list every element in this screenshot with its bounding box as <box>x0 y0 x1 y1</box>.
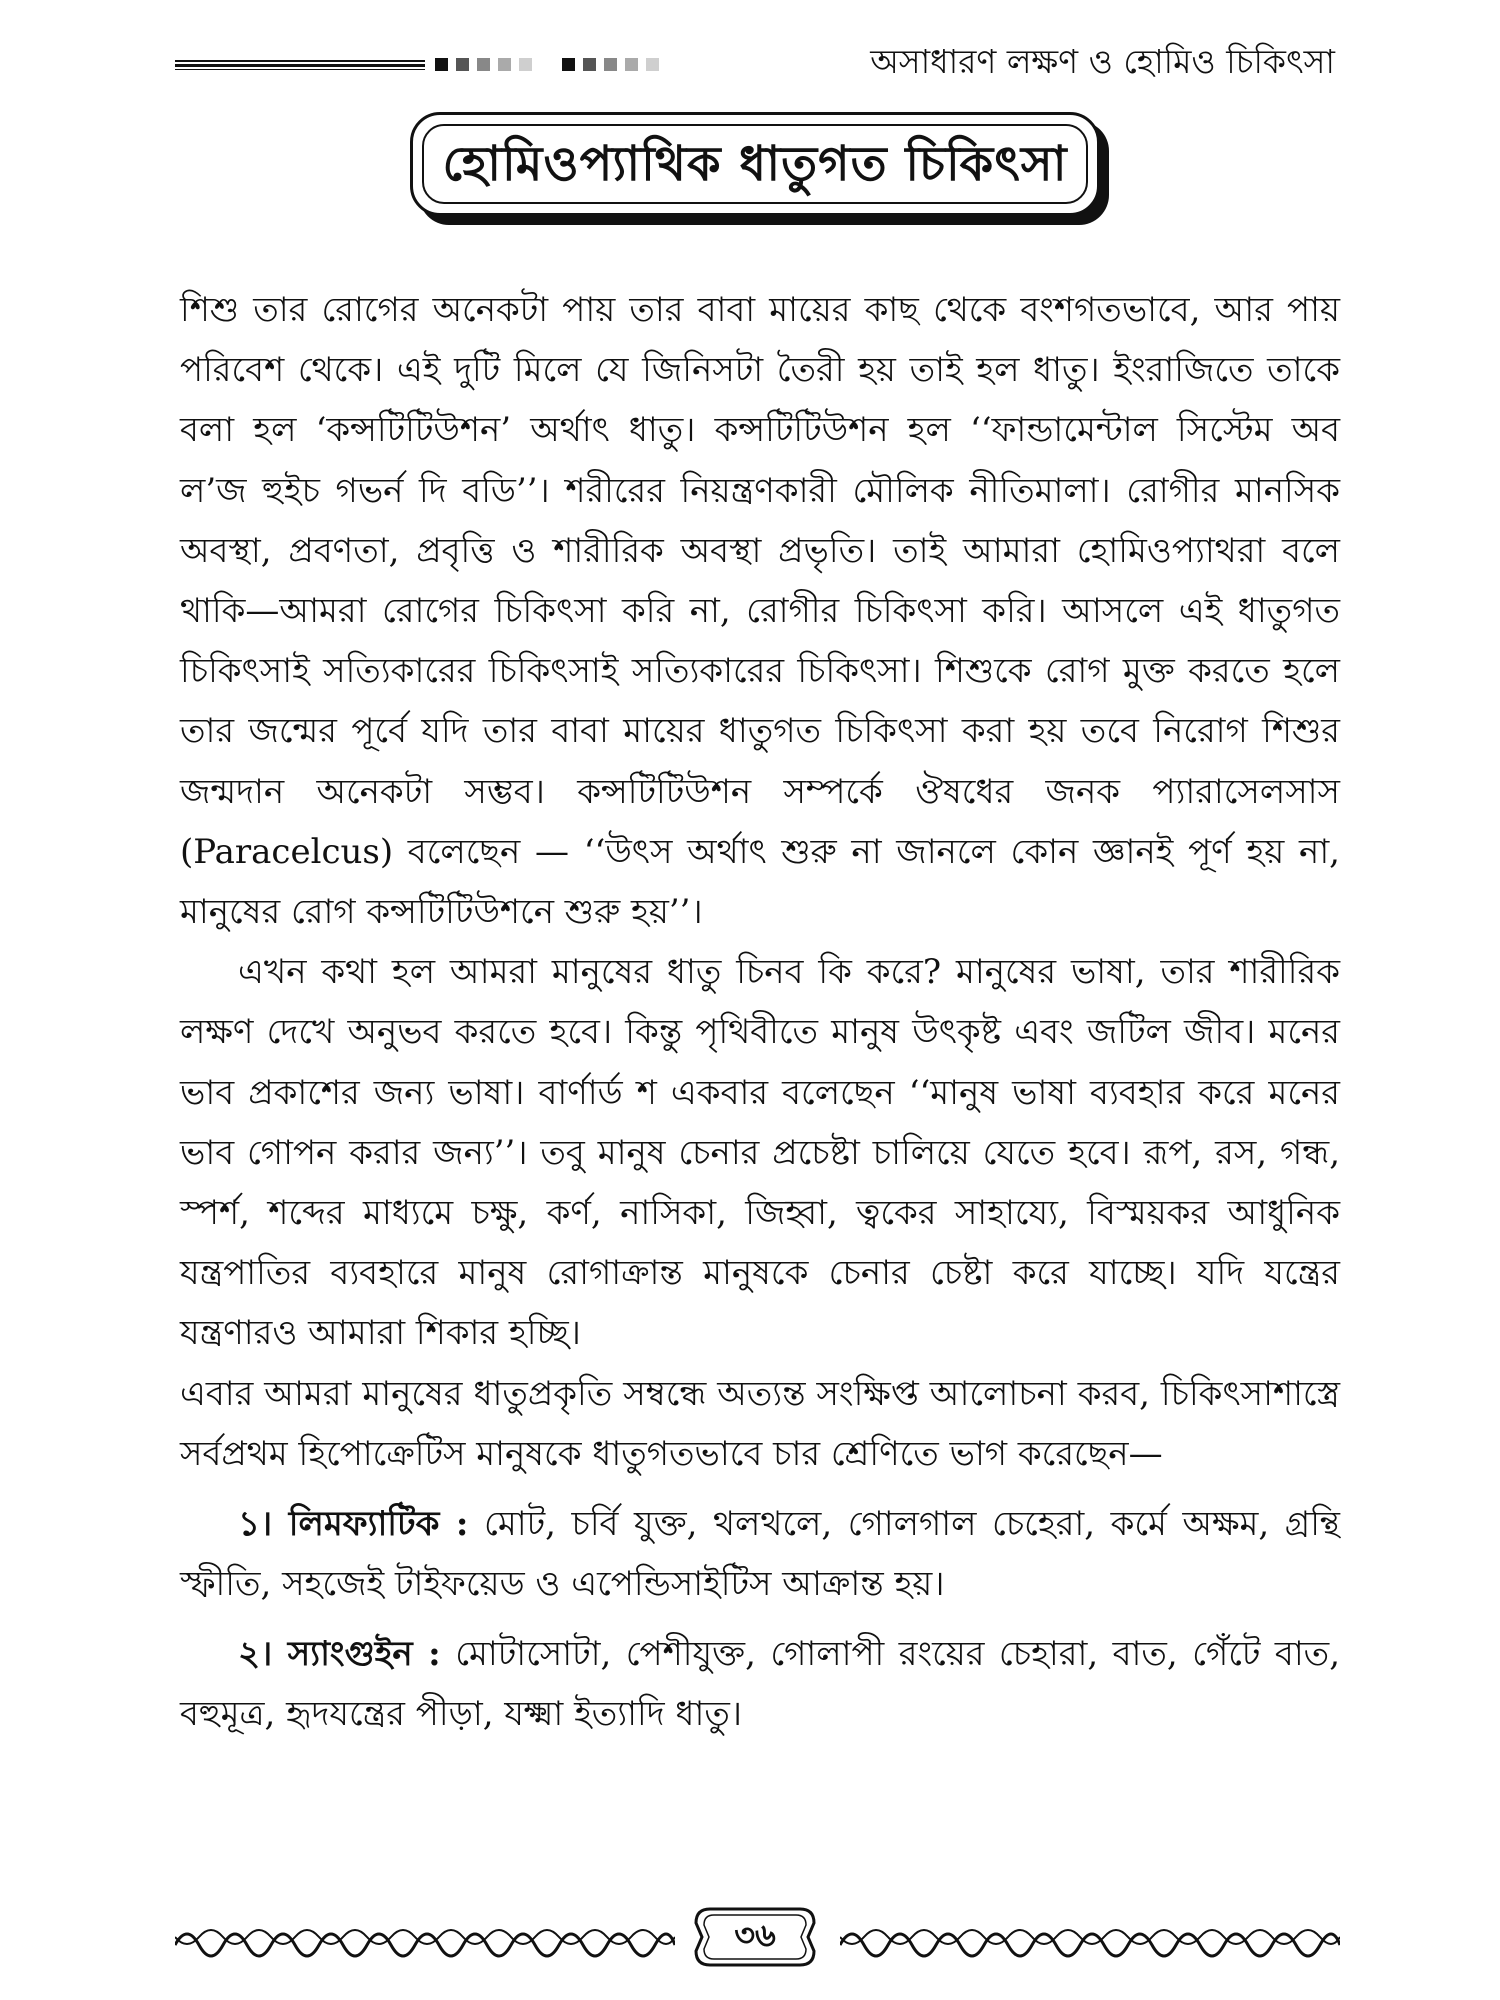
running-header <box>175 40 1335 84</box>
page-number-badge <box>690 1903 820 1971</box>
paragraph-2: এখন কথা হল আমরা মানুষের ধাতু চিনব কি করে? মানুষের ভাষা, তার শারীরিক লক্ষণ দেখে অনুভব করতে হবে। কিন্তু পৃথিবীতে মানুষ উৎকৃষ্ট এবং জটিল জীব। মনের ভাব প্রকাশের জন্য ভাষা। বার্ণার্ড শ একবার বলেছেন ‘‘মানুষ ভাষা ব্যবহার করে মনের ভাব গোপন করার জন্য’’। তবু মানুষ চেনার প্রচেষ্টা চালিয়ে যেতে হবে। রূপ, রস, গন্ধ, স্পর্শ, শব্দের মাধ্যমে চক্ষু, কর্ণ, নাসিকা, জিহ্বা, ত্বকের সাহায্যে, বিস্ময়কর আধুনিক যন্ত্রপাতির ব্যবহারে মানুষ রোগাক্রান্ত মানুষকে চেনার চেষ্টা করে যাচ্ছে। যদি যন্ত্রের যন্ত্রণারও আমারা শিকার হচ্ছি। <box>180 952 1340 1354</box>
list-item-label: ২। স্যাংগুইন : <box>238 1634 441 1675</box>
list-item-text: মোটাসোটা, পেশীযুক্ত, গোলাপী রংয়ের চেহারা, বাত, গেঁটে বাত, বহুমূত্র, হৃদযন্ত্রের পীড়া, যক্ষ্মা ইত্যাদি ধাতু। <box>180 1634 1340 1735</box>
list-item-text: মোট, চর্বি যুক্ত, থলথলে, গোলগাল চেহেরা, কর্মে অক্ষম, গ্রন্থি স্ফীতি, সহজেই টাইফয়েড ও এপেন্ডিসাইটিস আক্রান্ত হয়। <box>180 1504 1340 1605</box>
running-header-title: অসাধারণ লক্ষণ ও হোমিও চিকিৎসা <box>870 42 1335 81</box>
footer-left-ornament <box>175 1915 675 1959</box>
chapter-title: হোমিওপ্যাথিক ধাতুগত চিকিৎসা <box>442 136 1068 192</box>
list-item <box>180 1624 1340 1744</box>
page-number: ৩৬ <box>734 1916 776 1954</box>
paragraph-3: এবার আমরা মানুষের ধাতুপ্রকৃতি সম্বন্ধে অত্যন্ত সংক্ষিপ্ত আলোচনা করব, চিকিৎসাশাস্ত্রে সর্বপ্রথম হিপোক্রেটিস মানুষকে ধাতুগতভাবে চার শ্রেণিতে ভাগ করেছেন— <box>180 1373 1340 1474</box>
list-item-label: ১। লিমফ্যাটিক : <box>238 1504 469 1545</box>
footer-right-ornament <box>840 1915 1340 1959</box>
header-rule-ornament <box>175 60 425 70</box>
page-footer <box>175 1903 1335 1971</box>
header-square-ornament <box>435 56 659 72</box>
chapter-title-banner <box>410 112 1100 216</box>
list-item <box>180 1494 1340 1614</box>
body-text <box>180 280 1340 1744</box>
paragraph-1: শিশু তার রোগের অনেকটা পায় তার বাবা মায়ের কাছ থেকে বংশগতভাবে, আর পায় পরিবেশ থেকে। এই দুটি মিলে যে জিনিসটা তৈরী হয় তাই হল ধাতু। ইংরাজিতে তাকে বলা হল ‘কন্সটিটিউশন’ অর্থাৎ ধাতু। কন্সটিটিউশন হল ‘‘ফান্ডামেন্টাল সিস্টেম অব ল’জ হুইচ গভর্ন দি বডি’’। শরীরের নিয়ন্ত্রণকারী মৌলিক নীতিমালা। রোগীর মানসিক অবস্থা, প্রবণতা, প্রবৃত্তি ও শারীরিক অবস্থা প্রভৃতি। তাই আমারা হোমিওপ্যাথরা বলে থাকি—আমরা রোগের চিকিৎসা করি না, রোগীর চিকিৎসা করি। আসলে এই ধাতুগত চিকিৎসাই সত্যিকারের চিকিৎসাই সত্যিকারের চিকিৎসা। শিশুকে রোগ মুক্ত করতে হলে তার জন্মের পূর্বে যদি তার বাবা মায়ের ধাতুগত চিকিৎসা করা হয় তবে নিরোগ শিশুর জন্মদান অনেকটা সম্ভব। কন্সটিটিউশন সম্পর্কে ঔষধের জনক প্যারাসেলসাস (Paracelcus) বলেছেন — ‘‘উৎস অর্থাৎ শুরু না জানলে কোন জ্ঞানই পূর্ণ হয় না, মানুষের রোগ কন্সটিটিউশনে শুরু হয়’’। <box>180 290 1340 933</box>
